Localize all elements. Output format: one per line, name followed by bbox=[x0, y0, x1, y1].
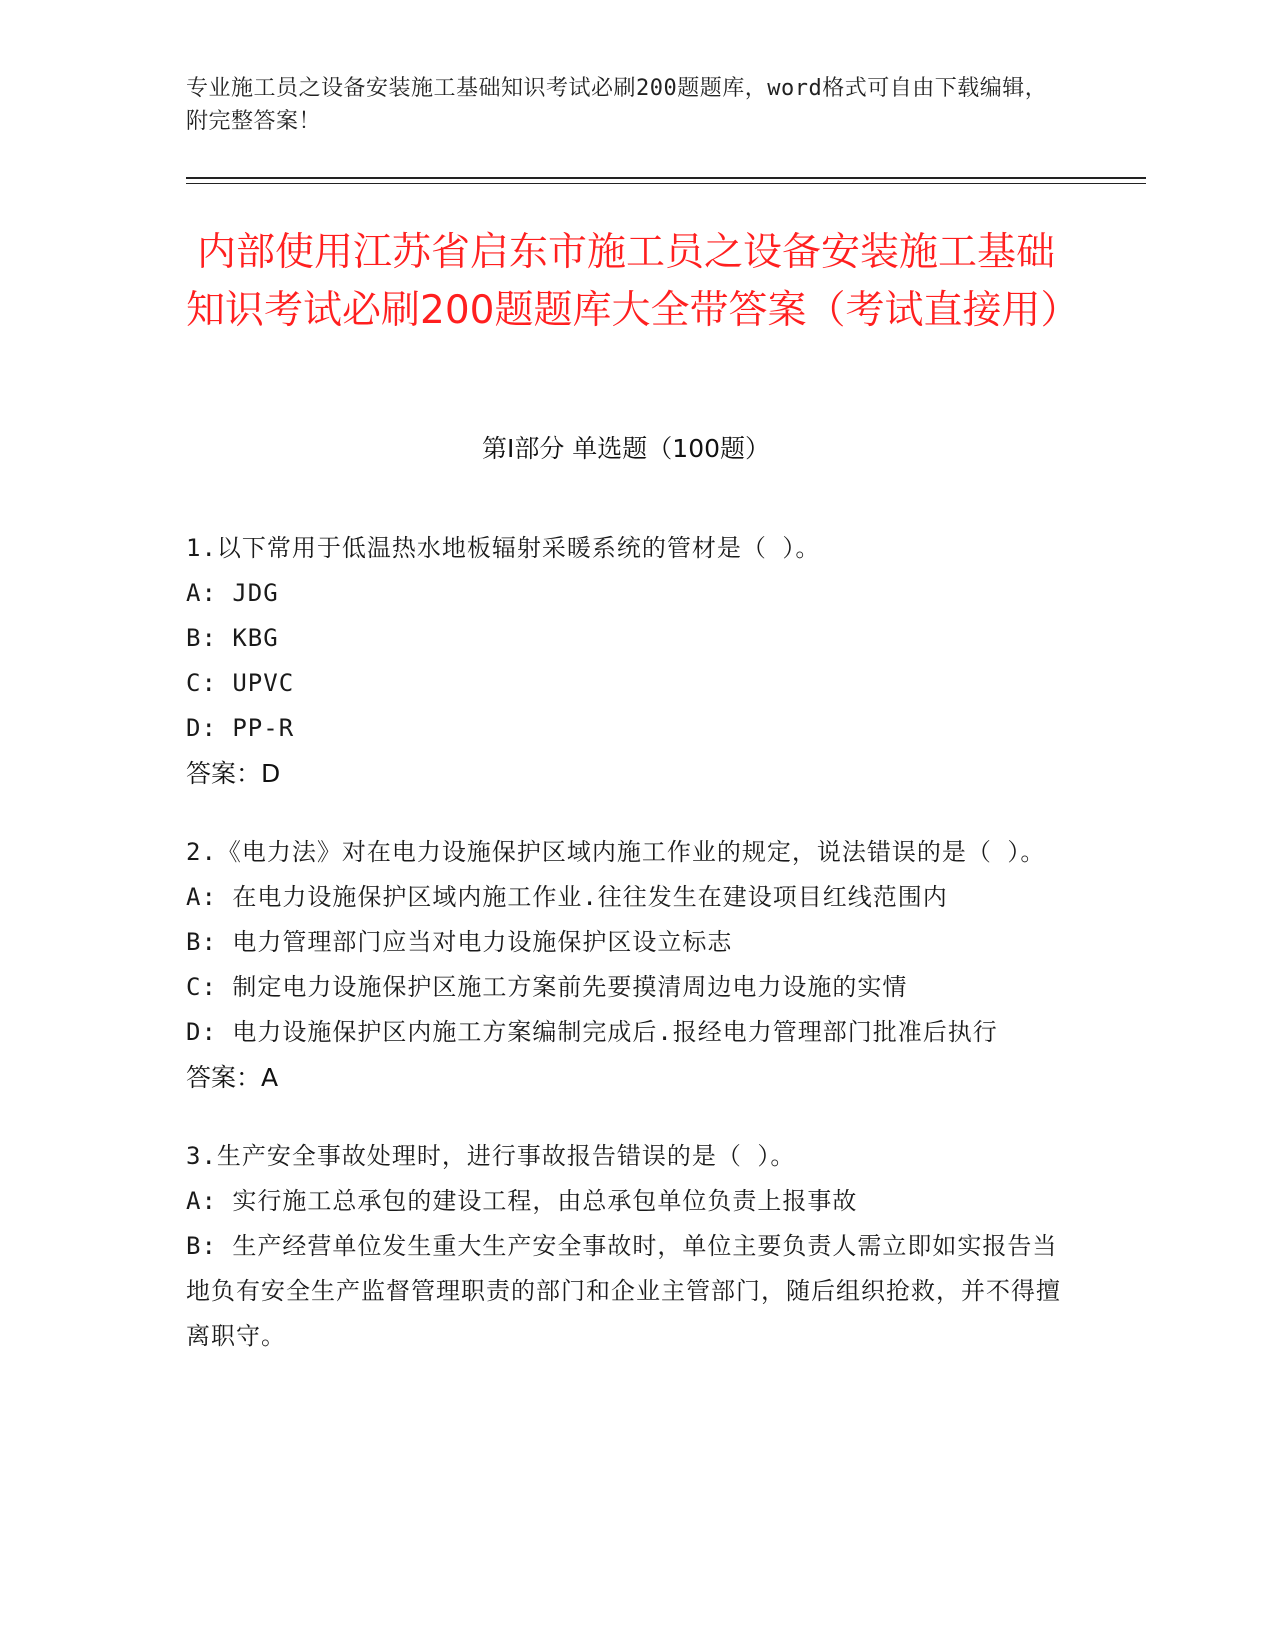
option-d: D: PP-R bbox=[186, 714, 295, 742]
option-c: C: UPVC bbox=[186, 669, 295, 697]
question-stem: 2.《电力法》对在电力设施保护区域内施工作业的规定，说法错误的是（ ）。 bbox=[186, 838, 1046, 866]
option-b: B: KBG bbox=[186, 624, 279, 652]
header-rule-thin bbox=[186, 183, 1146, 184]
document-title: 内部使用江苏省启东市施工员之设备安装施工基础知识考试必刷200题题库大全带答案（考试直接用） bbox=[186, 230, 1080, 333]
option-a: A: JDG bbox=[186, 579, 279, 607]
header-rule-thick bbox=[186, 177, 1146, 179]
option-b: B: 电力管理部门应当对电力设施保护区设立标志 bbox=[186, 928, 733, 956]
question-stem: 1.以下常用于低温热水地板辐射采暖系统的管材是（ ）。 bbox=[186, 534, 821, 562]
question-3 bbox=[186, 1134, 1066, 1359]
question-2 bbox=[186, 830, 1066, 1100]
question-list bbox=[186, 526, 1066, 1393]
answer-line: 答案：A bbox=[186, 1063, 279, 1092]
option-a: A: 实行施工总承包的建设工程，由总承包单位负责上报事故 bbox=[186, 1187, 858, 1215]
section-heading: 第Ⅰ部分 单选题（100题） bbox=[481, 434, 771, 463]
header-text: 专业施工员之设备安装施工基础知识考试必刷200题题库，word格式可自由下载编辑，附完整答案！ bbox=[186, 76, 1048, 134]
option-d: D: 电力设施保护区内施工方案编制完成后.报经电力管理部门批准后执行 bbox=[186, 1018, 998, 1046]
question-stem: 3.生产安全事故处理时，进行事故报告错误的是（ ）。 bbox=[186, 1142, 796, 1170]
question-1 bbox=[186, 526, 1066, 796]
answer-line: 答案：D bbox=[186, 759, 281, 788]
option-c: C: 制定电力设施保护区施工方案前先要摸清周边电力设施的实情 bbox=[186, 973, 908, 1001]
option-b: B: 生产经营单位发生重大生产安全事故时，单位主要负责人需立即如实报告当地负有安全生产监督管理职责的部门和企业主管部门，随后组织抢救，并不得擅离职守。 bbox=[186, 1232, 1061, 1350]
option-a: A: 在电力设施保护区域内施工作业.往往发生在建设项目红线范围内 bbox=[186, 883, 948, 911]
